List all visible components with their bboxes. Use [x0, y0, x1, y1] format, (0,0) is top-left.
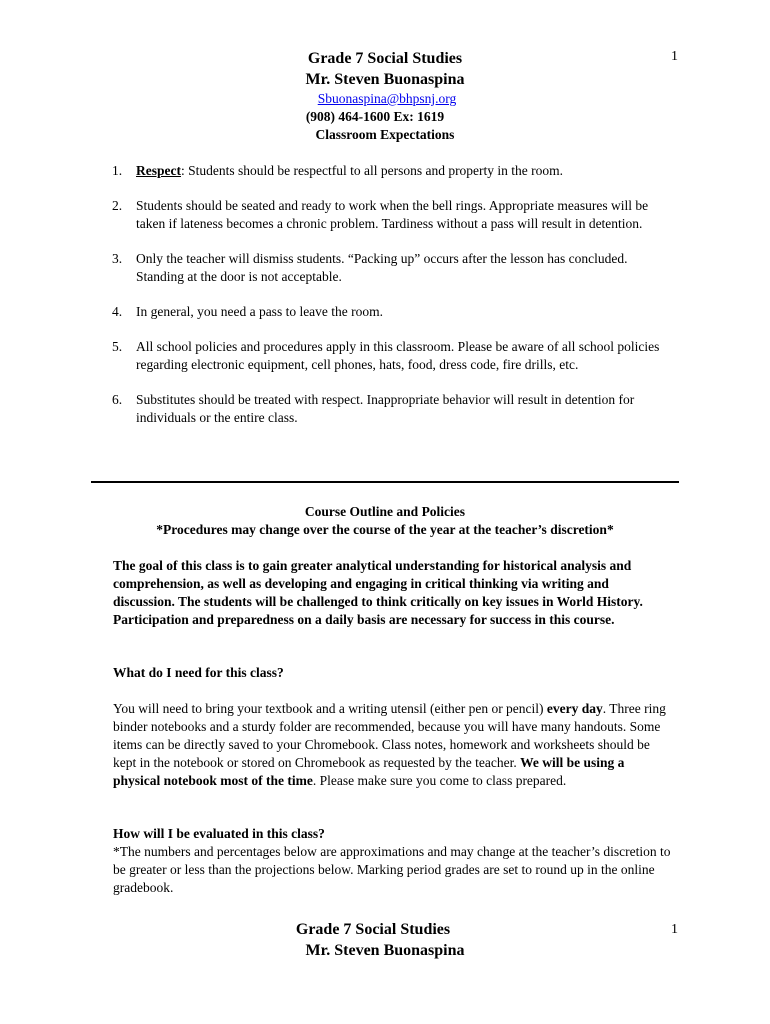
item-lead: Respect [136, 163, 181, 178]
item-number: 4. [112, 304, 123, 319]
needs-text: . Please make sure you come to class prepared. [312, 773, 567, 788]
item-text: Substitutes should be treated with respect. Inappropriate behavior will result in detention for individuals or the entire class. [136, 392, 635, 425]
outline-note: *Procedures may change over the course of the year at the teacher’s discretion* [156, 522, 614, 537]
course-title: Grade 7 Social Studies [295, 921, 451, 938]
item-text: All school policies and procedures apply in this classroom. Please be aware of all school policies regarding electronic equipment, cell phones, hats, food, dress code, fire drills, etc. [136, 339, 660, 372]
section-title: Classroom Expectations [315, 127, 455, 142]
item-text: In general, you need a pass to leave the room. [136, 304, 384, 319]
teacher-name: Mr. Steven Buonaspina [305, 942, 465, 959]
expectations-list [112, 162, 672, 444]
list-item [112, 303, 672, 321]
item-number: 1. [112, 163, 123, 178]
item-number: 6. [112, 392, 123, 407]
item-text: : Students should be respectful to all persons and property in the room. [180, 163, 564, 178]
needs-text: . Three ring binder notebooks and a sturdy folder are recommended, because you will have many handouts. Some items can be directly saved to your Chromebook. Class notes, homework and worksheets should be kept in the notebook or stored on Chromebook as requested by the teacher. [113, 701, 666, 770]
list-item [112, 250, 672, 286]
teacher-name: Mr. Steven Buonaspina [305, 71, 465, 88]
email-line [0, 90, 770, 108]
evaluation-heading: How will I be evaluated in this class? [113, 826, 325, 841]
needs-emphasis: every day [546, 701, 603, 716]
horizontal-divider [91, 481, 679, 483]
page-number: 1 [671, 49, 678, 64]
list-item [112, 391, 672, 427]
outline-title: Course Outline and Policies [304, 504, 466, 519]
course-title: Grade 7 Social Studies [307, 50, 463, 67]
evaluation-text: *The numbers and percentages below are approximations and may change at the teacher’s discretion to be greater or less than the projections below. Marking period grades are set to round up in the online gradebook. [113, 844, 671, 895]
course-goal: The goal of this class is to gain greater analytical understanding for historical analysis and comprehension, as well as developing and engaging in critical thinking via writing and discussion. The students will be challenged to think critically on key issues in World History. Participation and preparedness on a daily basis are necessary for success in this course. [113, 558, 643, 627]
list-item [112, 338, 672, 374]
page-number: 1 [671, 922, 678, 937]
needs-paragraph [113, 700, 673, 790]
list-item [112, 197, 672, 233]
needs-emphasis: We will be using a physical notebook most of the time [113, 755, 625, 788]
item-text: Students should be seated and ready to work when the bell rings. Appropriate measures will be taken if lateness becomes a chronic problem. Tardiness without a pass will result in detention. [136, 198, 649, 231]
email-link[interactable]: Sbuonaspina@bhpsnj.org [317, 91, 457, 106]
item-number: 5. [112, 339, 123, 354]
needs-text: You will need to bring your textbook and a writing utensil (either pen or pencil) [113, 701, 547, 716]
item-text: Only the teacher will dismiss students. “Packing up” occurs after the lesson has concluded. Standing at the door is not acceptable. [136, 251, 628, 284]
item-number: 2. [112, 198, 123, 213]
list-item [112, 162, 672, 180]
needs-heading: What do I need for this class? [113, 665, 284, 680]
phone-number: (908) 464-1600 Ex: 1619 [305, 109, 445, 124]
item-number: 3. [112, 251, 123, 266]
